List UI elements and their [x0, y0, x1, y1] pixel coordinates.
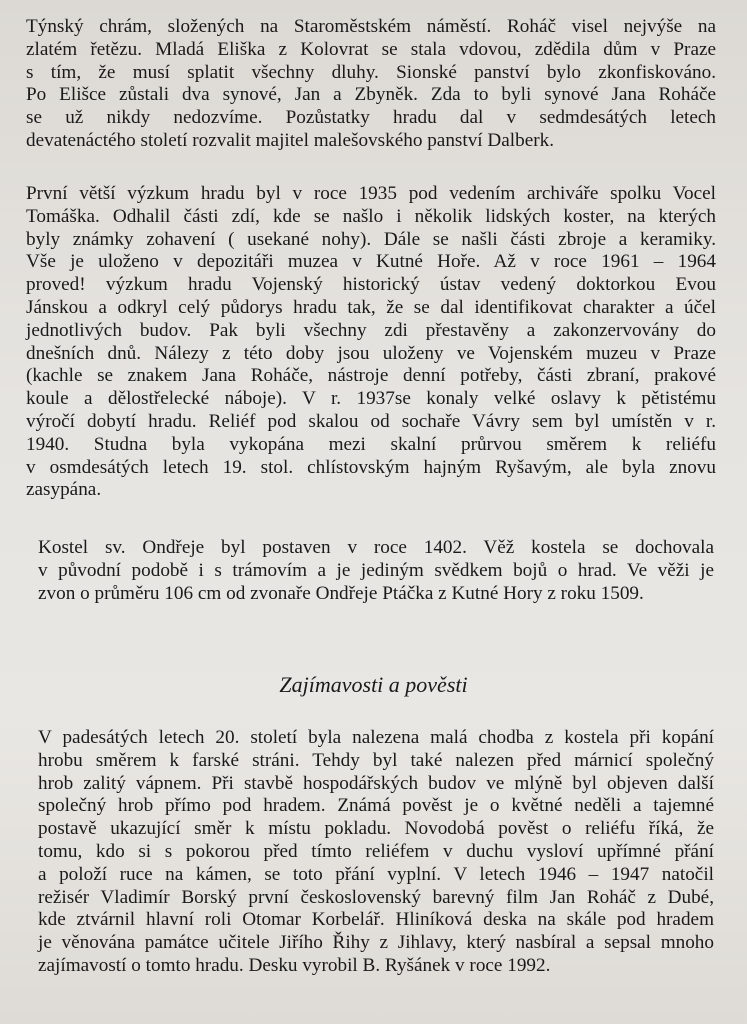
text-line: zajímavostí o tomto hradu. Desku vyrobil B. Ryšánek v roce 1992. — [38, 954, 551, 976]
paragraph-history-end — [26, 16, 716, 153]
text-line: koule a dělostřelecké náboje). V r. 1937se konaly velké oslavy k pětistému — [26, 388, 716, 410]
text-line: společný hrob přímo pod hradem. Známá pověst je o květné neděli a tajemné — [38, 795, 714, 817]
paragraph-church — [38, 537, 714, 605]
paragraph-excavations — [26, 183, 716, 502]
text-line: hrobu směrem k farské stráni. Tehdy byl také nalezen před márnicí společný — [38, 749, 714, 771]
paragraph-legends — [38, 727, 714, 978]
text-line: Po Elišce zůstali dva synové, Jan a Zbyněk. Zda to byli synové Jana Roháče — [26, 84, 716, 106]
text-line: tomu, kdo si s pokorou před tímto reliéfem v duchu vysloví upřímné přání — [38, 840, 714, 862]
text-line: Kostel sv. Ondřeje byl postaven v roce 1402. Věž kostela se dochovala — [38, 537, 714, 558]
text-line: výročí dobytí hradu. Reliéf pod skalou od sochaře Vávry sem byl umístěn v r. — [26, 410, 716, 432]
text-line: v osmdesátých letech 19. stol. chlístovským hajným Ryšavým, ale byla znovu — [26, 456, 716, 478]
text-line: hrob zalitý vápnem. Při stavbě hospodářských budov ve mlýně byl objeven další — [38, 772, 714, 794]
text-line: s tím, že musí splatit všechny dluhy. Sionské panství bylo zkonfiskováno. — [26, 61, 716, 83]
text-line: byly známky zohavení ( usekané nohy). Dále se našli části zbroje a keramiky. — [26, 228, 716, 250]
text-line: a položí ruce na kámen, se toto přání vyplní. V letech 1946 – 1947 natočil — [38, 863, 714, 885]
text-line: jednotlivých budov. Pak byli všechny zdi přestavěny a zakonzervovány do — [26, 319, 716, 341]
text-line: zlatém řetězu. Mladá Eliška z Kolovrat se stala vdovou, zdědila dům v Praze — [26, 38, 716, 60]
text-line: Jánskou a odkryl celý půdorys hradu tak, že se dal identifikovat charakter a účel — [26, 296, 716, 318]
text-line: dnešních dnů. Nálezy z této doby jsou uloženy ve Vojenském muzeu v Praze — [26, 342, 716, 364]
section-heading: Zajímavosti a pověsti — [279, 672, 468, 697]
text-line: Týnský chrám, složených na Staroměstském náměstí. Roháč visel nejvýše na — [26, 16, 716, 37]
text-line: Tomáška. Odhalil části zdí, kde se našlo i několik lidských koster, na kterých — [26, 205, 716, 227]
text-line: režisér Vladimír Borský první československý barevný film Jan Roháč z Dubé, — [38, 886, 714, 908]
text-line: 1940. Studna byla vykopána mezi skalní průrvou směrem k reliéfu — [26, 433, 716, 455]
text-line: postavě ukazující směr k místu pokladu. Novodobá pověst o reliéfu říká, že — [38, 818, 714, 840]
text-line: se už nikdy nedozvíme. Pozůstatky hradu dal v sedmdesátých letech — [26, 107, 716, 129]
text-line: proved! výzkum hradu Vojenský historický ústav vedený doktorkou Evou — [26, 274, 716, 296]
text-line: V padesátých letech 20. století byla nalezena malá chodba z kostela při kopání — [38, 727, 714, 748]
text-line: je věnována památce učitele Jiřího Řihy z Jihlavy, který nasbíral a sepsal mnoho — [38, 932, 714, 954]
text-line: v původní podobě i s trámovím a je jediným svědkem bojů o hrad. Ve věži je — [38, 559, 714, 581]
text-line: zvon o průměru 106 cm od zvonaře Ondřeje Ptáčka z Kutné Hory z roku 1509. — [38, 582, 644, 604]
text-line: kde ztvárnil hlavní roli Otomar Korbelář. Hliníková deska na skále pod hradem — [38, 909, 714, 931]
text-line: zasypána. — [26, 479, 102, 501]
text-line: (kachle se znakem Jana Roháče, nástroje denní potřeby, části zbraní, prakové — [26, 365, 716, 387]
text-line: Vše je uloženo v depozitáři muzea v Kutné Hoře. Až v roce 1961 – 1964 — [26, 251, 716, 273]
text-line: devatenáctého století rozvalit majitel malešovského panství Dalberk. — [26, 129, 555, 151]
text-line: První větší výzkum hradu byl v roce 1935 pod vedením archiváře spolku Vocel — [26, 183, 716, 204]
